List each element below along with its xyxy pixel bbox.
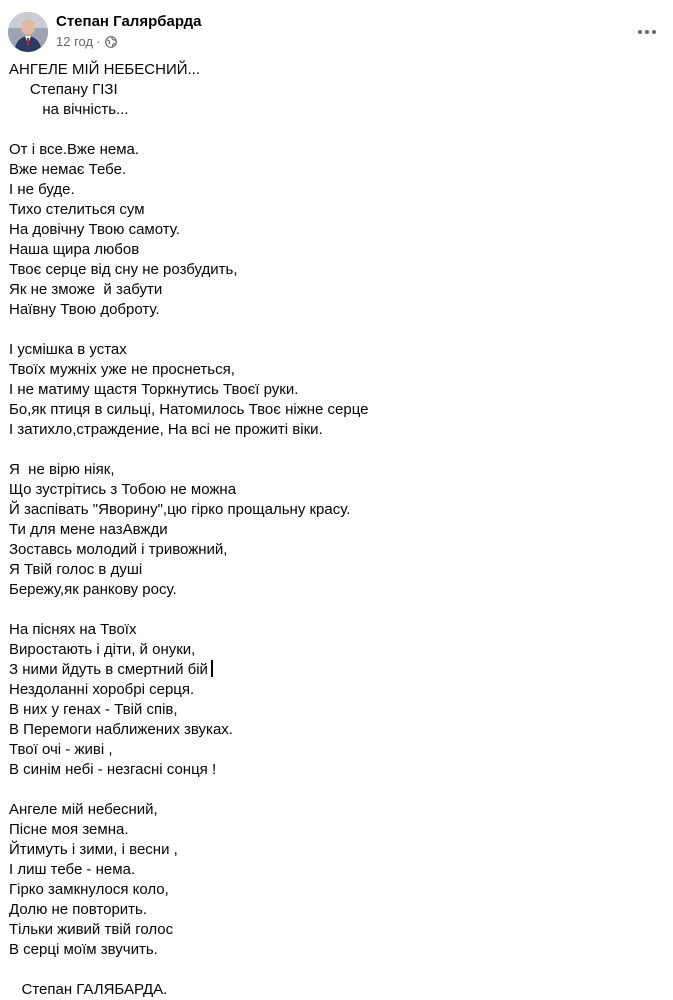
poem-line: Твоїх мужніх уже не проснеться, <box>9 361 235 378</box>
poem-line: Твоє серце від сну не розбудить, <box>9 261 238 278</box>
poem-line: В Перемоги наближених звуках. <box>9 721 233 738</box>
poem-line: Й заспівать "Яворину",цю гірко прощальну красу. <box>9 501 351 518</box>
post-text <box>9 60 649 1000</box>
text-cursor <box>211 660 213 677</box>
poem-line: Що зустрітись з Тобою не можна <box>9 481 237 498</box>
poem-line: В синім небі - незгасні сонця ! <box>9 761 217 778</box>
post-time[interactable]: 12 год <box>56 34 94 49</box>
stanza-1 <box>9 140 649 320</box>
poem-dedication-subtitle: на вічність... <box>9 101 129 118</box>
more-options-button[interactable] <box>629 14 665 50</box>
poem-title: АНГЕЛЕ МІЙ НЕБЕСНИЙ... <box>9 61 201 78</box>
post-header <box>8 8 665 54</box>
stanza-5 <box>9 800 649 960</box>
poem-line: Ти для мене назАвжди <box>9 521 168 538</box>
poem-line: От і все.Вже нема. <box>9 141 140 158</box>
stanza-3 <box>9 460 649 600</box>
post-meta <box>56 34 117 50</box>
more-dots-icon <box>637 29 657 35</box>
poem-line: Наша щира любов <box>9 241 140 258</box>
spacer <box>9 788 649 800</box>
spacer <box>9 448 649 460</box>
poem-line: Твої очі - живі , <box>9 741 113 758</box>
poem-line: Наївну Твою доброту. <box>9 301 160 318</box>
poem-line: На довічну Твою самоту. <box>9 221 180 238</box>
author-avatar[interactable] <box>8 12 48 52</box>
poem-line: Виростають і діти, й онуки, <box>9 641 196 658</box>
poem-line: І не матиму щастя Торкнутись Твоєї руки. <box>9 381 299 398</box>
poem-line: І лиш тебе - нема. <box>9 861 136 878</box>
stanza-4 <box>9 620 649 780</box>
poem-line: Ангеле мій небесний, <box>9 801 158 818</box>
poem-line: Долю не повторить. <box>9 901 148 918</box>
poem-heading <box>9 60 649 120</box>
poem-line: Я не вірю ніяк, <box>9 461 115 478</box>
poem-signature: Степан ГАЛЯБАРДА. <box>9 981 168 998</box>
poem-line: І усмішка в устах <box>9 341 127 358</box>
meta-separator: · <box>96 34 101 49</box>
poem-line: Тихо стелиться сум <box>9 201 145 218</box>
poem-line: Як не зможе й забути <box>9 281 163 298</box>
poem-dedication: Степану ГІЗІ <box>9 81 118 98</box>
spacer <box>9 608 649 620</box>
poem-line: Бо,як птиця в сильці, Натомилось Твоє ніжне серце <box>9 401 369 418</box>
poem-line: Нездоланні хоробрі серця. <box>9 681 195 698</box>
poem-line: Зоставсь молодий і тривожний, <box>9 541 228 558</box>
stanza-2 <box>9 340 649 440</box>
poem-line: На піснях на Твоїх <box>9 621 137 638</box>
spacer <box>9 128 649 140</box>
poem-line: І не буде. <box>9 181 75 198</box>
poem-line: Тільки живий твій голос <box>9 921 174 938</box>
spacer <box>9 968 649 980</box>
poem-line: Я Твій голос в душі <box>9 561 143 578</box>
poem-line: І затихло,страждение, На всі не прожиті віки. <box>9 421 323 438</box>
poem-line: В серці моїм звучить. <box>9 941 158 958</box>
poem-line-text: З ними йдуть в смертний бій <box>9 661 208 678</box>
spacer <box>9 328 649 340</box>
poem-line: В них у генах - Твій спів, <box>9 701 178 718</box>
poem-line: Пісне моя земна. <box>9 821 129 838</box>
author-name[interactable]: Степан Галярбарда <box>56 13 202 30</box>
poem-line: Вже немає Тебе. <box>9 161 127 178</box>
poem-line: Бережу,як ранкову росу. <box>9 581 177 598</box>
poem-line: Гірко замкнулося коло, <box>9 881 169 898</box>
avatar-photo <box>8 12 48 52</box>
poem-line: Йтимуть і зими, і весни , <box>9 841 178 858</box>
globe-icon <box>105 36 117 48</box>
poem-line-with-cursor <box>9 660 649 680</box>
